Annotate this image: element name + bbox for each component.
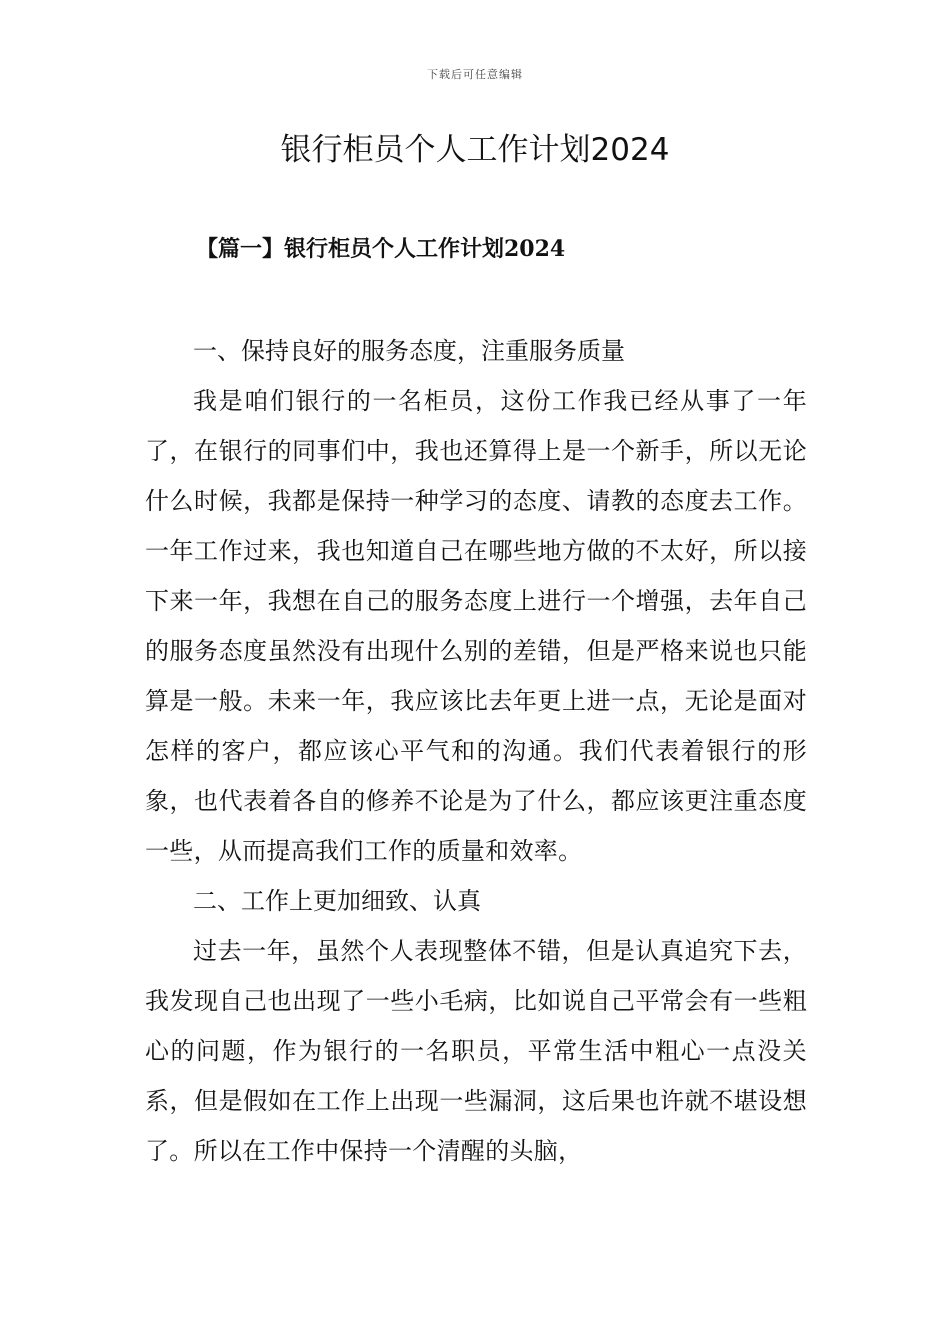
- paragraph-careful-work: 过去一年，虽然个人表现整体不错，但是认真追究下去，我发现自己也出现了一些小毛病，比如说自己平常会有一些粗心的问题，作为银行的一名职员，平常生活中粗心一点没关系，但是假如在工作上出现一些漏洞，这后果也许就不堪设想了。所以在工作中保持一个清醒的头脑，: [145, 937, 807, 1165]
- heading-careful-work: 二、工作上更加细致、认真: [193, 887, 481, 915]
- header-note: 下载后可任意编辑: [427, 68, 523, 81]
- heading-service-attitude: 一、保持良好的服务态度，注重服务质量: [193, 337, 625, 365]
- section-title: 【篇一】银行柜员个人工作计划2024: [196, 236, 566, 262]
- body-text: [145, 326, 807, 1176]
- document-title: 银行柜员个人工作计划2024: [280, 132, 670, 168]
- paragraph-service-attitude: 我是咱们银行的一名柜员，这份工作我已经从事了一年了，在银行的同事们中，我也还算得上是一个新手，所以无论什么时候，我都是保持一种学习的态度、请教的态度去工作。一年工作过来，我也知道自己在哪些地方做的不太好，所以接下来一年，我想在自己的服务态度上进行一个增强，去年自己的服务态度虽然没有出现什么别的差错，但是严格来说也只能算是一般。未来一年，我应该比去年更上进一点，无论是面对怎样的客户，都应该心平气和的沟通。我们代表着银行的形象，也代表着各自的修养不论是为了什么，都应该更注重态度一些，从而提高我们工作的质量和效率。: [145, 387, 807, 865]
